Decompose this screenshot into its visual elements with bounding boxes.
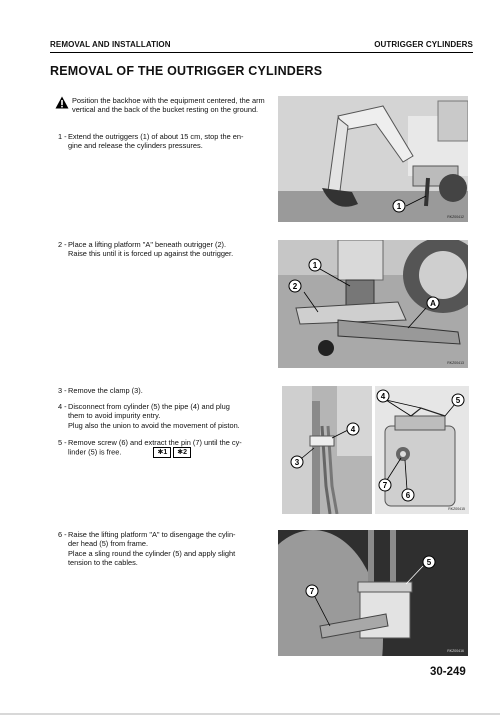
step-3: 3 - Remove the clamp (3). [58, 386, 143, 395]
callout-2: 2 [292, 282, 298, 291]
backhoe-illustration [278, 96, 468, 222]
step-number: 2 - [58, 240, 67, 249]
photo-code: RKZ00415 [448, 507, 465, 511]
callout-1: 1 [396, 202, 402, 211]
lifting-platform-illustration [278, 240, 468, 368]
step-number: 5 - [58, 438, 67, 447]
note-references [153, 447, 191, 458]
page-title: REMOVAL OF THE OUTRIGGER CYLINDERS [50, 64, 323, 78]
header-section: REMOVAL AND INSTALLATION [50, 40, 171, 49]
note-ref-1[interactable]: ✱1 [153, 447, 171, 458]
step-number: 4 - [58, 402, 67, 411]
warning-triangle-icon [55, 96, 69, 109]
callout-4: 4 [380, 392, 386, 401]
callout-a: A [430, 299, 436, 308]
page-bottom-edge [0, 713, 500, 715]
step-number: 3 - [58, 386, 67, 395]
callout-4: 4 [350, 425, 356, 434]
step-5: 5 - Remove screw (6) and extract the pin (7) until the cy- linder (5) is free. ✱1 ✱2 [58, 438, 242, 457]
photo-lifting-platform [278, 240, 468, 368]
photo-code: RKZ00412 [447, 215, 464, 219]
callout-3: 3 [294, 458, 300, 467]
callout-7: 7 [309, 587, 315, 596]
callout-7: 7 [382, 481, 388, 490]
running-header [50, 40, 473, 49]
step-4: 4 - Disconnect from cylinder (5) the pipe (4) and plug them to avoid impurity entry. Plug also the union to avoid the movement of piston. [58, 402, 240, 430]
callout-5: 5 [426, 558, 432, 567]
step-2: 2 - Place a lifting platform "A" beneath outrigger (2). Raise this until it is forced up against the outrigger. [58, 240, 234, 259]
photo-cylinder-pin [375, 386, 469, 514]
clamp-illustration [282, 386, 372, 514]
note-ref-2[interactable]: ✱2 [173, 447, 191, 458]
step-6: 6 - Raise the lifting platform "A" to disengage the cylin- der head (5) from frame. Place a sling round the cylinder (5) and apply slight tension to the cables. [58, 530, 236, 568]
photo-code: RKZ00413 [447, 361, 464, 365]
photo-outrigger-extended [278, 96, 468, 222]
cylinder-pin-illustration [375, 386, 469, 514]
warning-text: Position the backhoe with the equipment centered, the arm vertical and the back of the bucket resting on the ground. [72, 96, 265, 115]
step-1: 1 - Extend the outriggers (1) of about 15 cm, stop the en- gine and release the cylinders pressures. [58, 132, 244, 151]
sling-illustration [278, 530, 468, 656]
step-number: 6 - [58, 530, 67, 539]
step-number: 1 - [58, 132, 67, 141]
header-chapter: OUTRIGGER CYLINDERS [374, 40, 473, 49]
callout-1: 1 [312, 261, 318, 270]
header-rule [50, 52, 473, 53]
photo-clamp [282, 386, 372, 514]
page-number: 30-249 [430, 666, 466, 678]
callout-6: 6 [405, 491, 411, 500]
photo-sling [278, 530, 468, 656]
callout-5: 5 [455, 396, 461, 405]
photo-code: RKZ00416 [447, 649, 464, 653]
